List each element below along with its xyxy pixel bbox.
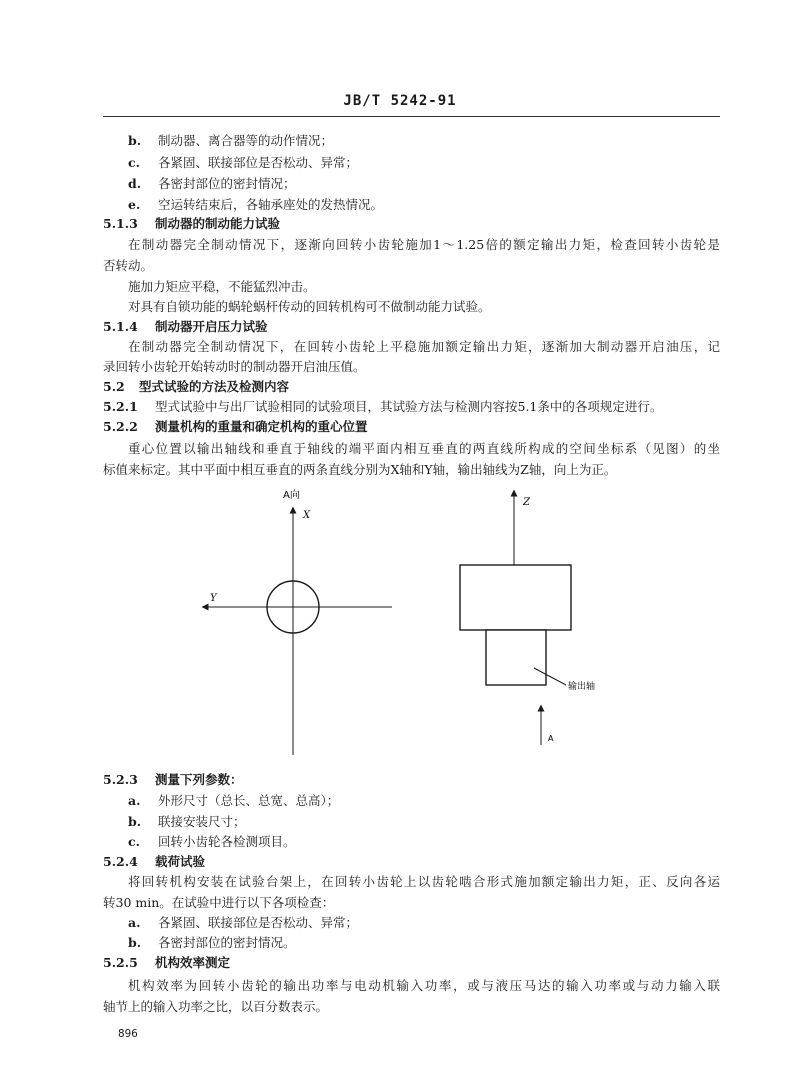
list-text: 外形尺寸（总长、总宽、总高）；: [158, 793, 340, 808]
list-text: 各紧固、联接部位是否松动、异常；: [158, 915, 359, 930]
z-axis-label: Z: [523, 497, 530, 508]
arrow-label: A: [548, 734, 554, 743]
output-shaft: [486, 630, 546, 685]
x-axis-label: X: [303, 510, 311, 521]
section-number: 5.2.3: [103, 772, 138, 787]
section-heading-5-2-4: [103, 852, 205, 872]
section-number: 5.1.4: [103, 319, 138, 334]
list-item: [128, 933, 296, 953]
list-mark: c.: [128, 834, 140, 849]
paragraph-line: 在制动器完全制动情况下，逐渐向回转小齿轮施加1～1.25倍的额定输出力矩，检查回转小齿轮是: [128, 237, 720, 252]
section-number: 5.2: [103, 379, 125, 394]
list-text: 各紧固、联接部位是否松动、异常；: [158, 155, 359, 170]
section-title: 测量下列参数：: [155, 772, 243, 787]
list-mark: b.: [128, 935, 142, 950]
list-item: [128, 913, 358, 933]
paragraph-line: 转30 min。在试验中进行以下各项检查：: [103, 895, 335, 910]
section-heading-5-2-5: [103, 953, 230, 973]
list-mark: b.: [128, 133, 142, 148]
paragraph-line: 轴节上的输入功率之比，以百分数表示。: [103, 999, 329, 1014]
paragraph-line: 将回转机构安装在试验台架上，在回转小齿轮上以齿轮啮合形式施加额定输出力矩，正、反向各运: [128, 874, 720, 889]
section-heading-5-2-3: [103, 770, 243, 790]
list-mark: b.: [128, 814, 142, 829]
paragraph-line: 对具有自锁功能的蜗轮蜗杆传动的回转机构可不做制动能力试验。: [128, 299, 491, 314]
paragraph-line: 施加力矩应平稳，不能猛烈冲击。: [128, 279, 316, 294]
paragraph-line: 标值来标定。其中平面中相互垂直的两条直线分别为X轴和Y轴，输出轴线为Z轴，向上为正。: [103, 462, 617, 477]
paragraph-line: 否转动。: [103, 258, 154, 273]
paragraph-line: 机构效率为回转小齿轮的输出功率与电动机输入功率，或与液压马达的输入功率或与动力输入联: [128, 978, 720, 993]
list-text: 联接安装尺寸；: [158, 814, 246, 829]
section-number: 5.2.5: [103, 955, 138, 970]
list-item: [128, 832, 296, 852]
paragraph-line: 录回转小齿轮开始转动时的制动器开启油压值。: [103, 359, 366, 374]
list-text: 回转小齿轮各检测项目。: [158, 834, 296, 849]
section-number: 5.2.2: [103, 419, 138, 434]
section-number: 5.2.1: [103, 399, 138, 414]
section-title: 载荷试验: [155, 854, 206, 869]
list-text: 各密封部位的密封情况。: [158, 935, 296, 950]
shaft-label: 输出轴: [568, 682, 596, 692]
page-number: 896: [118, 1027, 138, 1040]
list-mark: a.: [128, 793, 141, 808]
paragraph-line: 在制动器完全制动情况下，在回转小齿轮上平稳施加额定输出力矩，逐渐加大制动器开启油压，记: [128, 339, 720, 354]
list-text: 制动器、离合器等的动作情况；: [158, 133, 334, 148]
mechanism-body: [460, 565, 571, 630]
section-title: 型式试验中与出厂试验相同的试验项目，其试验方法与检测内容按5.1条中的各项规定进行。: [155, 399, 663, 414]
list-mark: a.: [128, 915, 141, 930]
list-item: [128, 812, 246, 832]
list-text: 空运转结束后，各轴承座处的发热情况。: [158, 197, 384, 212]
section-number: 5.1.3: [103, 216, 138, 231]
section-title: 型式试验的方法及检测内容: [139, 379, 290, 394]
y-axis-label: Y: [210, 593, 217, 604]
section-title: 制动器的制动能力试验: [155, 216, 281, 231]
paragraph-line: 重心位置以输出轴线和垂直于轴线的端平面内相互垂直的两直线所构成的空间坐标系（见图）的坐: [128, 441, 720, 456]
section-title: 机构效率测定: [155, 955, 231, 970]
list-text: 各密封部位的密封情况；: [158, 176, 296, 191]
list-mark: d.: [128, 176, 142, 191]
list-item: [128, 791, 339, 811]
list-mark: e.: [128, 197, 141, 212]
standard-code-header: JB/T 5242-91: [343, 93, 457, 109]
section-number: 5.2.4: [103, 854, 138, 869]
list-mark: c.: [128, 155, 140, 170]
view-label: A向: [283, 490, 300, 501]
section-title: 制动器开启压力试验: [155, 319, 268, 334]
section-title: 测量机构的重量和确定机构的重心位置: [155, 419, 368, 434]
